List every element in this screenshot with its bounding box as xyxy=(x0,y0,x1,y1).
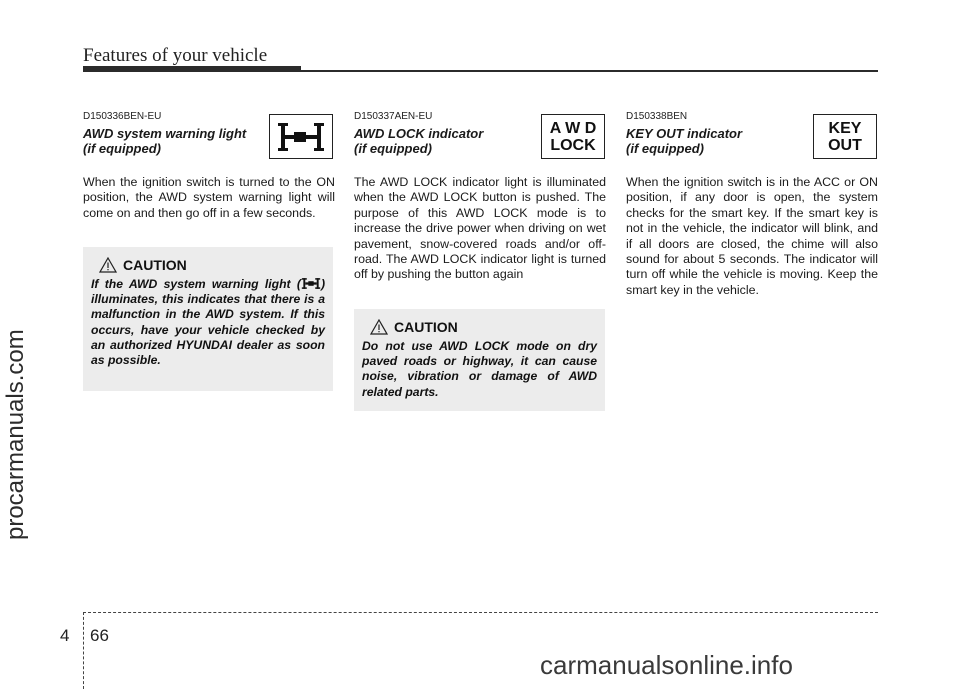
watermark-bottom: carmanualsonline.info xyxy=(540,650,793,680)
footer-divider xyxy=(83,612,85,689)
header-bar xyxy=(83,66,301,72)
awd-lock-indicator: A W D LOCK xyxy=(541,114,605,159)
awd-axle-icon xyxy=(277,120,325,154)
page-number: 66 xyxy=(90,626,109,645)
caution-box-awd-lock xyxy=(354,309,605,411)
page-header-title: Features of your vehicle xyxy=(83,45,268,66)
section-title: AWD system warning light (if equipped) xyxy=(83,126,247,156)
warning-triangle-icon xyxy=(99,257,117,273)
header-rule xyxy=(301,70,878,72)
section-title: AWD LOCK indicator (if equipped) xyxy=(354,126,484,156)
watermark-left: procarmanuals.com xyxy=(2,329,29,540)
awd-axle-icon xyxy=(301,277,321,290)
awd-warning-indicator xyxy=(269,114,333,159)
caution-label: CAUTION xyxy=(123,257,187,273)
section-code: D150338BEN xyxy=(626,111,688,122)
section-code: D150337AEN-EU xyxy=(354,111,433,122)
section-body: When the ignition switch is turned to the ON position, the AWD system warning light will come on and then go off in a few seconds. xyxy=(83,175,335,220)
footer-rule xyxy=(83,612,878,613)
section-title: KEY OUT indicator (if equipped) xyxy=(626,126,743,156)
key-out-indicator: KEY OUT xyxy=(813,114,877,159)
section-body: When the ignition switch is in the ACC or ON position, if any door is open, the system checks for the smart key. If the smart key is not in the vehicle, the indicator will blink, and if all doors are closed, the chime will also sound for about 5 seconds. The indicator will turn off while the vehicle is moving. Keep the smart key in the vehicle. xyxy=(626,175,878,297)
caution-text: Do not use AWD LOCK mode on dry paved roads or highway, it can cause noise, vibration or damage of AWD related parts. xyxy=(362,339,597,399)
section-code: D150336BEN-EU xyxy=(83,111,162,122)
warning-triangle-icon xyxy=(370,319,388,335)
caution-text: If the AWD system warning light ( ) illuminates, this indicates that there is a malfunction in the AWD system. If this occurs, have your vehicle checked by an authorized HYUNDAI dealer as soon as possible. xyxy=(91,277,325,368)
chapter-number: 4 xyxy=(60,626,70,645)
caution-box-awd-warning xyxy=(83,247,333,391)
caution-label: CAUTION xyxy=(394,319,458,335)
section-body: The AWD LOCK indicator light is illuminated when the AWD LOCK button is pushed. The purpose of this AWD LOCK mode is to increase the drive power when driving on wet pavement, snow-covered roads and/or off-road. The AWD LOCK indicator light is turned off by pushing the button again xyxy=(354,175,606,282)
